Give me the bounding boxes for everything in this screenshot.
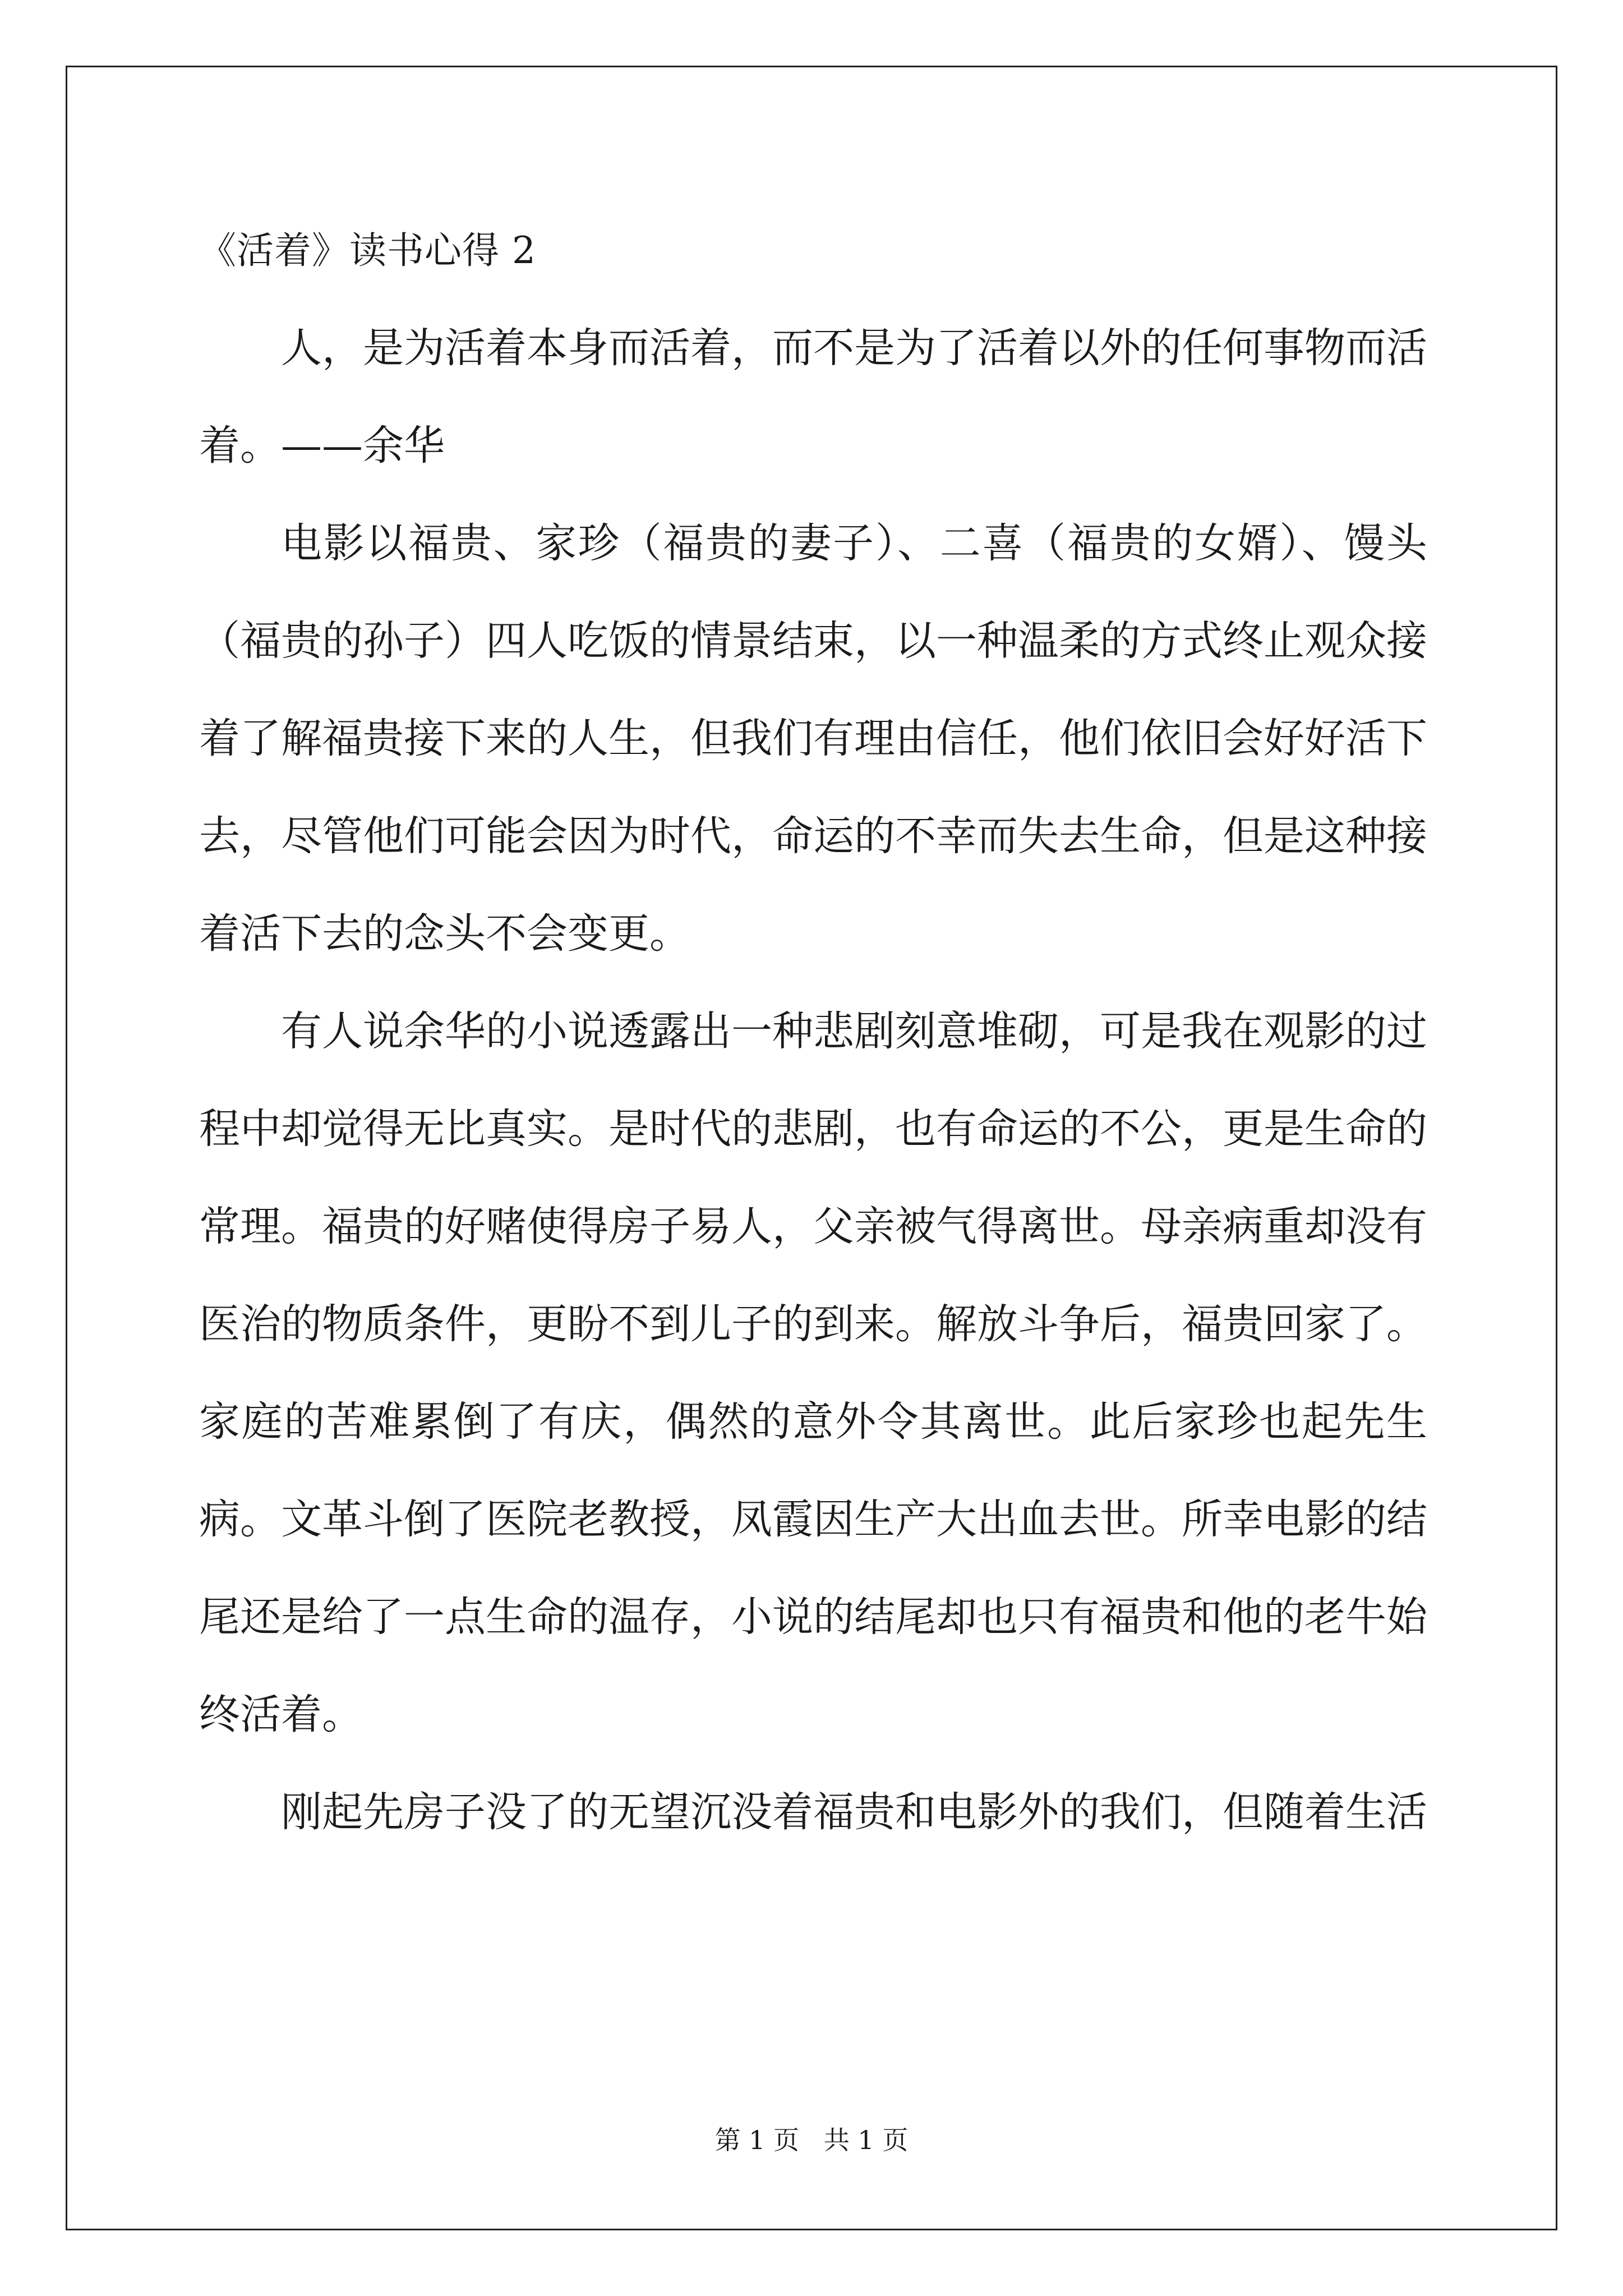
paragraph-quote: 人，是为活着本身而活着，而不是为了活着以外的任何事物而活着。——余华 [199,324,1427,470]
page-footer: 第 1 页 共 1 页 [714,2125,909,2155]
paragraph-continuation: 刚起先房子没了的无望沉没着福贵和电影外的我们，但随着生活 [281,1788,1427,1836]
paragraph-film-ending: 电影以福贵、家珍（福贵的妻子）、二喜（福贵的女婿）、馒头（福贵的孙子）四人吃饭的情景结束，以一种温柔的方式终止观众接着了解福贵接下来的人生，但我们有理由信任，他们依旧会好好活下去，尽管他们可能会因为时代，命运的不幸而失去生命，但是这种接着活下去的念头不会变更。 [199,519,1427,958]
paragraph-tragedy: 有人说余华的小说透露出一种悲剧刻意堆砌，可是我在观影的过程中却觉得无比真实。是时代的悲剧，也有命运的不公，更是生命的常理。福贵的好赌使得房子易人，父亲被气得离世。母亲病重却没有医治的物质条件，更盼不到儿子的到来。解放斗争后，福贵回家了。家庭的苦难累倒了有庆，偶然的意外令其离世。此后家珍也起先生病。文革斗倒了医院老教授，凤霞因生产大出血去世。所幸电影的结尾还是给了一点生命的温存，小说的结尾却也只有福贵和他的老牛始终活着。 [199,1007,1427,1738]
document-title: 《活着》读书心得 2 [199,229,536,272]
document-body [199,202,1427,1861]
